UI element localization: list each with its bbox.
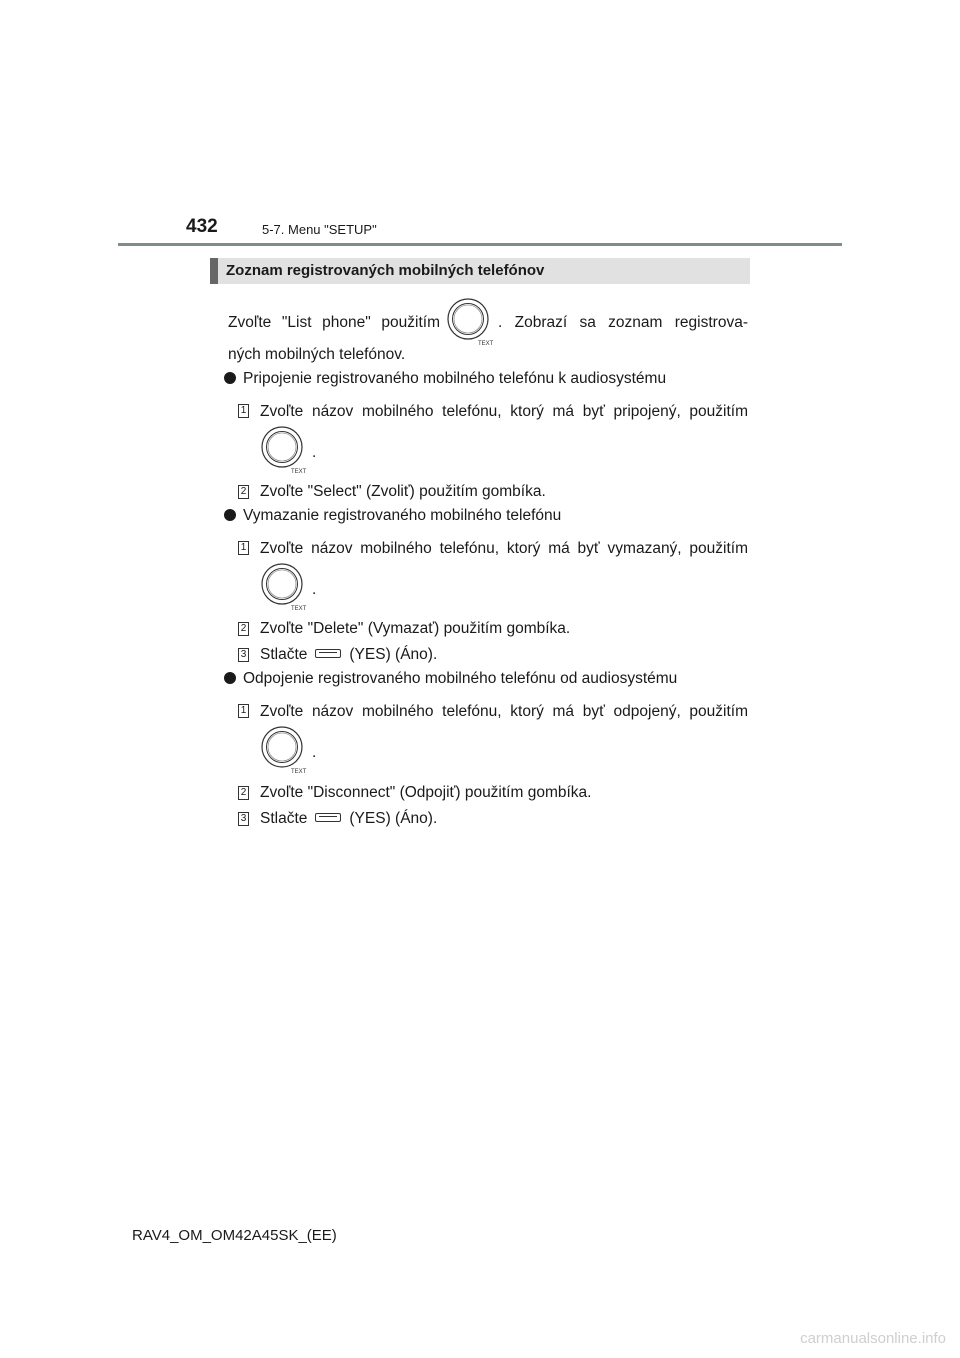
step-number: 3 (238, 812, 249, 826)
step-text: Zvoľte názov mobilného telefónu, ktorý má byť odpojený, použitím (260, 703, 748, 720)
document-code: RAV4_OM_OM42A45SK_(EE) (132, 1227, 337, 1244)
step-text (260, 810, 437, 828)
bullet-icon (224, 672, 236, 684)
bullet-item (224, 507, 561, 525)
tune-knob-icon (446, 298, 494, 346)
step-text: Zvoľte názov mobilného telefónu, ktorý má byť vymazaný, použitím (260, 540, 748, 557)
bullet-icon (224, 372, 236, 384)
section-title-bar (210, 258, 750, 284)
knob-label: TEXT (291, 606, 307, 611)
period: . (312, 444, 317, 461)
step-text: Zvoľte "Select" (Zvoliť) použitím gombíka. (260, 483, 546, 500)
period: . (312, 744, 317, 761)
period: . (312, 581, 317, 598)
intro-text-part2: . Zobrazí sa zoznam registrova- (498, 314, 748, 331)
step-number: 1 (238, 541, 249, 555)
step-number: 2 (238, 622, 249, 636)
step-number: 3 (238, 648, 249, 662)
button-icon (315, 813, 341, 822)
knob-label: TEXT (478, 341, 494, 346)
step-text (260, 646, 437, 664)
knob-label: TEXT (291, 769, 307, 774)
step-number: 1 (238, 404, 249, 418)
step-number: 1 (238, 704, 249, 718)
step-text: Zvoľte "Delete" (Vymazať) použitím gombíka. (260, 620, 571, 637)
intro-text-line2: ných mobilných telefónov. (228, 346, 406, 363)
bullet-icon (224, 509, 236, 521)
step-text-before: Stlačte (260, 646, 308, 663)
step-text-before: Stlačte (260, 810, 308, 827)
bullet-text: Vymazanie registrovaného mobilného telefónu (243, 507, 562, 524)
tune-knob-icon (260, 563, 308, 611)
step-text-after: (YES) (Áno). (349, 646, 438, 663)
step-number: 2 (238, 786, 249, 800)
page-number: 432 (186, 216, 218, 237)
header-rule (118, 243, 842, 246)
tune-knob-icon (260, 426, 308, 474)
bullet-text: Odpojenie registrovaného mobilného telefónu od audiosystému (243, 670, 678, 687)
section-title: Zoznam registrovaných mobilných telefónov (226, 262, 545, 279)
step-number: 2 (238, 485, 249, 499)
intro-text-part1: Zvoľte "List phone" použitím (228, 314, 440, 331)
step-text: Zvoľte "Disconnect" (Odpojiť) použitím gombíka. (260, 784, 592, 801)
tune-knob-icon (260, 726, 308, 774)
watermark: carmanualsonline.info (800, 1330, 946, 1347)
bullet-text: Pripojenie registrovaného mobilného telefónu k audiosystému (243, 370, 667, 387)
section-heading: 5-7. Menu "SETUP" (262, 222, 377, 237)
button-icon (315, 649, 341, 658)
step-text-after: (YES) (Áno). (349, 810, 438, 827)
step-text: Zvoľte názov mobilného telefónu, ktorý má byť pripojený, použitím (260, 403, 748, 420)
bullet-item (224, 670, 677, 688)
bullet-item (224, 370, 666, 388)
knob-label: TEXT (291, 469, 307, 474)
